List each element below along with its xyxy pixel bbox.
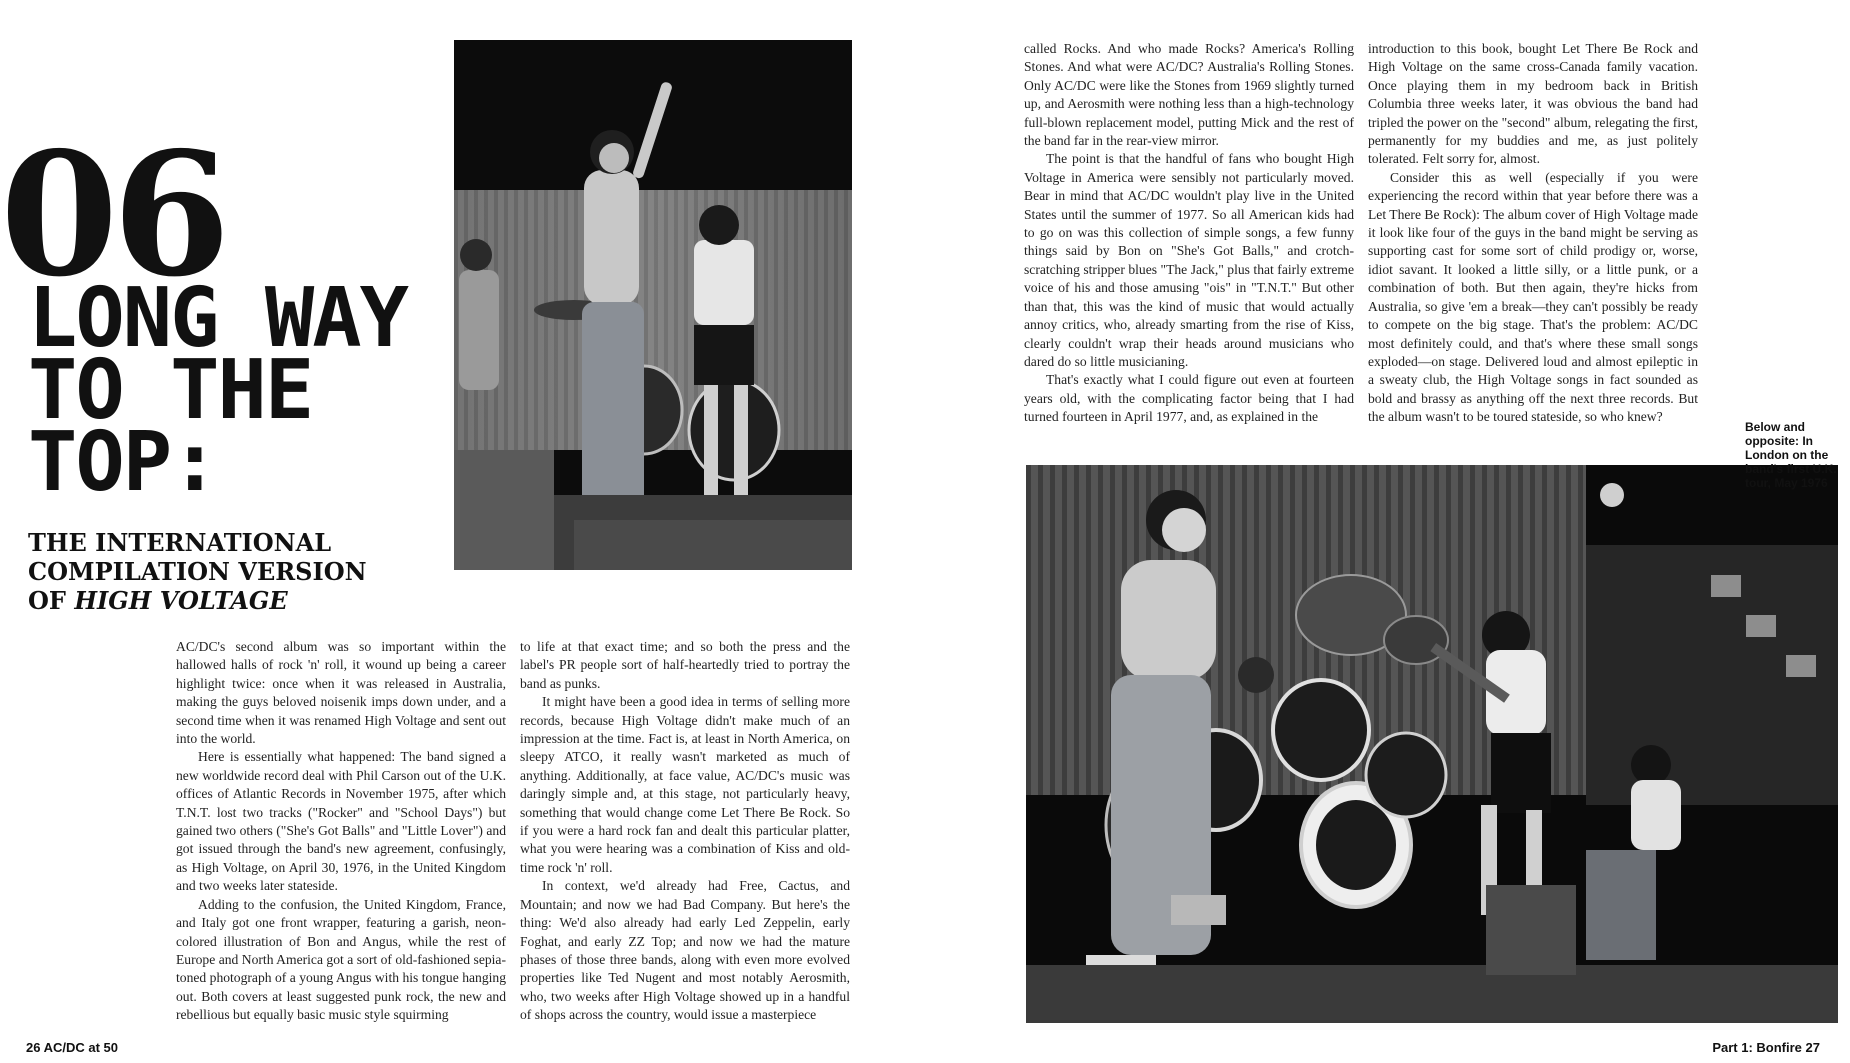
- body-column-1: [176, 638, 506, 1025]
- subtitle-line-2: COMPILATION VERSION: [28, 557, 367, 586]
- paragraph: called Rocks. And who made Rocks? America's Rolling Stones. And what were AC/DC? Australia's Rolling Stones. Only AC/DC were like the Stones from 1969 slightly turned up, and Aerosmith were nothing less than a high-technology full-blown replacement model, putting Mick and the rest of the band far in the rear-view mirror.: [1024, 41, 1354, 149]
- title-line-1: LONG WAY: [28, 271, 407, 366]
- body-column-2: [520, 638, 850, 1025]
- paragraph: Here is essentially what happened: The band signed a new worldwide record deal with Phil Carson out of the U.K. offices of Atlantic Records in November 1975, after which T.N.T. lost two tracks ("Rocker" and "School Days") but gained two others ("She's Got Balls" and "Little Lover") and got issued through the band's new agreement, confusingly, as High Voltage, on April 30, 1976, in the United Kingdom and two weeks later stateside.: [176, 749, 506, 894]
- subtitle-prefix: OF: [28, 586, 66, 615]
- paragraph: In context, we'd already had Free, Cactus, and Mountain; and now we had Bad Company. But here's the thing: We'd also already had early Led Zeppelin, early Foghat, and early ZZ Top; and now we had the mature phases of those three bands, along with even more evolved properties like Ted Nugent and most notably Aerosmith, who, two weeks after High Voltage showed up in a handful of shops across the country, would issue a masterpiece: [520, 878, 850, 1023]
- title-line-3: TOP:: [28, 415, 218, 510]
- subtitle-line-1: THE INTERNATIONAL: [28, 528, 332, 557]
- paragraph: introduction to this book, bought Let There Be Rock and High Voltage on the same cross-Canada family vacation. Once playing them in my bedroom back in British Columbia three weeks later, it was obvious the band had tripled the power on the "second" album, relegating the first, permanently for my buddies and me, as just politely tolerated. Felt sorry for, almost.: [1368, 41, 1698, 167]
- paragraph: AC/DC's second album was so important within the hallowed halls of rock 'n' roll, it wound up being a career highlight twice: once when it was released in Australia, making the guys beloved noisenik imps down under, and a second time when it was renamed High Voltage and sent out into the world.: [176, 639, 506, 747]
- folio-left: 26 AC/DC at 50: [26, 1040, 118, 1055]
- folio-right: Part 1: Bonfire 27: [1712, 1040, 1820, 1055]
- paragraph: It might have been a good idea in terms of selling more records, because High Voltage didn't make much of an impression at the time. Fact is, at least in North America, on sleepy ATCO, it really wasn't marketed as much of anything. Additionally, at face value, AC/DC's music was daringly simple and, at this stage, not particularly heavy, something that would change come Let There Be Rock. So if you were a hard rock fan and dealt this particular platter, what you were hearing was a combination of Kiss and old-time rock 'n' roll.: [520, 694, 850, 875]
- paragraph: The point is that the handful of fans who bought High Voltage in America were sensibly not particularly moved. Bear in mind that AC/DC wouldn't play live in the United States until the summer of 1977. So all American kids had to go on was this collection of simple songs, a few funny things said by Bon on "She's Got Balls," and crotch-scratching stripper blues "The Jack," plus that fairly extreme voice of his and those amusing "ois" in "T.N.T." But other than that, this was the kind of music that would actually annoy critics, who, already smarting from the rise of Kiss, clearly couldn't wrap their heads around musicians who dared do so little musicianing.: [1024, 151, 1354, 369]
- paragraph: Consider this as well (especially if you were experiencing the record within that year before there was a Let There Be Rock): The album cover of High Voltage made it look like four of the guys in the band might be serving as supporting cast for some sort of child prodigy or, worse, idiot savant. It looked a little silly, or a little punk, or a combination of both. But then again, they're hicks from Australia, so give 'em a break—they can't possibly be ready to compete on the big stage. That's the problem: AC/DC most definitely could, and that's where these small songs exploded—on stage. Delivered loud and almost epileptic in a sweaty club, the High Voltage songs in fact sounded as bold and brassy as anything off the next three records. But the album wasn't to be toured stateside, so who knew?: [1368, 169, 1698, 425]
- chapter-number: 06: [0, 115, 225, 315]
- concert-photo-bottom: [1026, 465, 1838, 1023]
- subtitle-album: HIGH VOLTAGE: [74, 586, 288, 615]
- paragraph: to life at that exact time; and so both the press and the label's PR people sort of half-heartedly tried to portray the band as punks.: [520, 639, 850, 691]
- title-line-2: TO THE: [28, 343, 313, 438]
- chapter-subtitle: [28, 528, 367, 615]
- subtitle-line-3: [28, 586, 367, 615]
- body-column-3: [1024, 40, 1354, 427]
- chapter-title: [28, 271, 407, 510]
- paragraph: Adding to the confusion, the United Kingdom, France, and Italy got one front wrapper, featuring a garish, neon-colored illustration of Bon and Angus, while the rest of Europe and North America got a sort of old-fashioned sepia-toned photograph of a young Angus with his tongue hanging out. Both covers at least suggested punk rock, the new and rebellious but equally basic music style squirming: [176, 896, 506, 1023]
- paragraph: That's exactly what I could figure out even at fourteen years old, with the complicating factor being that I had turned fourteen in April 1977, and, as explained in the: [1024, 372, 1354, 425]
- photo-caption: Below and opposite: In London on the band's first U.K. tour, May 1976: [1745, 420, 1837, 490]
- concert-photo-top: [454, 40, 852, 570]
- body-column-4: [1368, 40, 1698, 427]
